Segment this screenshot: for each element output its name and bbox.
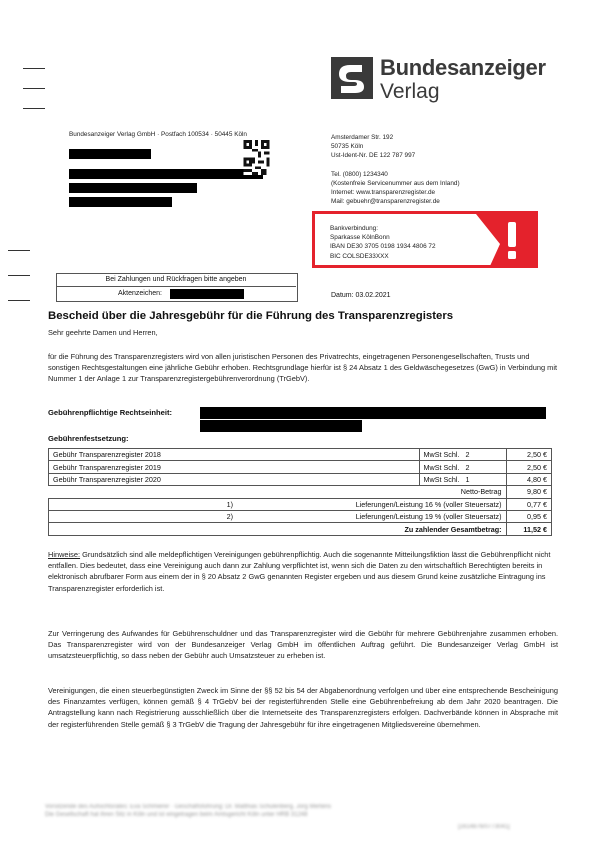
- total-amount: 11,52 €: [506, 523, 551, 535]
- fees-label: Gebührenfestsetzung:: [48, 434, 129, 443]
- hint-text: Grundsätzlich sind alle meldepflichtigen Vereinigungen gebührenpflichtig. Auch die sogenannte Mitteilungsfiktion lässt die Gebührenpflicht nicht entfallen. Dies bedeutet, dass eine Vereinigung auch dann zur Zahlung verpflichtet ist, wenn sich die Daten zu den wirtschaftlich Berechtigten bereits in elektronisch abrufbarer Form aus einem der in § 20 Absatz 2 GwG genannten Register ergeben und aus diesem Grund keine zusätzliche Eintragung ins Transparenzregister erforderlich ist.: [48, 550, 551, 593]
- warning-exclamation-icon: [476, 214, 536, 266]
- fold-mark: [23, 68, 45, 69]
- page-title: Bescheid über die Jahresgebühr für die Führung des Transparenzregisters: [48, 310, 454, 322]
- bank-details: [330, 224, 436, 261]
- paragraph-3: Vereinigungen, die einen steuerbegünstigten Zweck im Sinne der §§ 52 bis 54 der Abgabenordnung verfolgen und über eine entsprechende Bescheinigung des Finanzamtes verfügen, können gemäß § 4 TrGebV bei der registerführenden Stelle eine Gebührenbefreiung ab dem Jahr 2020 beantragen. Die Antragstellung kann nach Registrierung ausschließlich über die Internetseite des Transparenzregisters erfolgen. Dachverbände können in Absprache mit der registerführenden Stelle gemäß § 3 TrGebV die Tragung der Jahresgebühr für ihre eingetragenen Mitgliedsvereine übernehmen.: [48, 686, 558, 729]
- vat-label: MwSt Schl.: [423, 462, 460, 472]
- intro-paragraph: für die Führung des Transparenzregisters wird von allen juristischen Personen des Privatrechts, eingetragenen Personengesellschaften, Trusts und sonstigen Rechtsgestaltungen eine jährliche Gebühr erhoben. Rechtsgrundlage hierfür ist § 24 Absatz 1 des Geldwäschegesetzes (GwG) in Verbindung mit Nummer 1 der Anlage 1 zur Transparenzregistergebührenverordnung (TrGebV).: [48, 352, 558, 384]
- table-row: [49, 461, 552, 473]
- bundesanzeiger-logo-icon: [331, 57, 373, 99]
- redacted-address-line: [69, 197, 172, 207]
- tax-label: Lieferungen/Leistung 19 % (voller Steuersatz): [237, 510, 506, 522]
- redacted-address-line: [69, 169, 263, 179]
- company-info-line: Mail: gebuehr@transparenzregister.de: [331, 198, 440, 206]
- reference-box-header: Bei Zahlungen und Rückfragen bitte angeben: [56, 273, 296, 287]
- bank-line: BIC COLSDE33XXX: [330, 252, 389, 260]
- net-label: Netto-Betrag: [460, 487, 502, 497]
- payer-label: Gebührenpflichtige Rechtseinheit:: [48, 408, 173, 417]
- tax-number: 1): [49, 498, 238, 510]
- fold-mark: [8, 250, 30, 251]
- fold-mark: [8, 300, 30, 301]
- total-label: Zu zahlender Gesamtbetrag:: [49, 523, 507, 535]
- redacted-address-line: [69, 149, 151, 159]
- tax-label: Lieferungen/Leistung 16 % (voller Steuersatz): [237, 498, 506, 510]
- qr-code-icon: [243, 140, 270, 175]
- company-info-line: Internet: www.transparenzregister.de: [331, 189, 436, 197]
- net-amount: 9,80 €: [506, 486, 551, 498]
- brand-name: Bundesanzeiger: [380, 55, 546, 80]
- company-info: [331, 133, 460, 207]
- fold-mark: [23, 108, 45, 109]
- vat-key-value: 2: [465, 450, 470, 460]
- table-row: [49, 510, 552, 522]
- vat-key-value: 2: [465, 462, 470, 472]
- tax-amount: 0,77 €: [506, 498, 551, 510]
- fee-label: Gebühr Transparenzregister 2018: [49, 449, 420, 461]
- footer-line: Die Gesellschaft hat ihren Sitz in Köln und ist eingetragen beim Amtsgericht Köln unter HRB 31248: [45, 812, 308, 818]
- bank-line: IBAN DE30 3705 0198 1934 4806 72: [330, 243, 436, 251]
- vat-key-value: 1: [465, 474, 470, 484]
- table-row: [49, 523, 552, 535]
- sender-line: Bundesanzeiger Verlag GmbH · Postfach 100534 · 50445 Köln: [69, 131, 247, 138]
- redacted-payer-name: [200, 420, 362, 432]
- bank-line: Bankverbindung:: [330, 225, 378, 232]
- hint-paragraph: [48, 549, 558, 594]
- footer-line: Vorsitzende des Aufsichtsrates: Eva Schmierer · Geschäftsführung: Dr. Matthias Schulenberg, Jörg Mertens: [45, 804, 332, 810]
- footer-text: [45, 803, 331, 819]
- table-row: [49, 486, 552, 498]
- brand-subname: Verlag: [380, 80, 440, 103]
- fee-table: [48, 448, 552, 536]
- fee-amount: 2,50 €: [506, 449, 551, 461]
- company-info-line: Amsterdamer Str. 192: [331, 134, 394, 141]
- document-date: Datum: 03.02.2021: [331, 292, 391, 299]
- fold-mark: [8, 275, 30, 276]
- company-info-line: 50735 Köln: [331, 143, 364, 151]
- footer-reference: [1614876/0773041]: [458, 824, 510, 830]
- company-info-line: Tel. (0800) 1234340: [331, 170, 388, 178]
- vat-key: [419, 449, 506, 461]
- fee-label: Gebühr Transparenzregister 2019: [49, 461, 420, 473]
- table-row: [49, 498, 552, 510]
- fee-amount: 2,50 €: [506, 461, 551, 473]
- company-info-line: (Kostenfreie Servicenummer aus dem Inland): [331, 180, 460, 187]
- paragraph-2: Zur Verringerung des Aufwandes für Gebührenschuldner und das Transparenzregister wird die Gebühr für mehrere Gebührenjahre zusammen erhoben. Das Transparenzregister wird von der Bundesanzeiger Verlag GmbH im öffentlichen Auftrag geführt. Die Bundesanzeiger Verlag GmbH ist umsatzsteuerpflichtig, so dass neben der Gebühr auch Umsatzsteuer zu erheben ist.: [48, 629, 558, 661]
- redacted-payer-name: [200, 407, 546, 419]
- greeting: Sehr geehrte Damen und Herren,: [48, 328, 158, 337]
- tax-amount: 0,95 €: [506, 510, 551, 522]
- vat-key: [419, 461, 506, 473]
- vat-label: MwSt Schl.: [423, 474, 460, 484]
- vat-key: [419, 473, 506, 485]
- company-info-line: Ust-Ident-Nr. DE 122 787 997: [331, 152, 416, 160]
- vat-label: MwSt Schl.: [423, 450, 460, 460]
- redacted-address-line: [69, 183, 197, 193]
- hint-label: Hinweise:: [48, 550, 81, 559]
- table-row: [49, 449, 552, 461]
- fold-mark: [23, 88, 45, 89]
- tax-number: 2): [49, 510, 238, 522]
- fee-amount: 4,80 €: [506, 473, 551, 485]
- table-row: [49, 473, 552, 485]
- bank-line: Sparkasse KölnBonn: [330, 234, 390, 242]
- redacted-file-number: [170, 289, 244, 299]
- file-number-label: Aktenzeichen:: [118, 290, 162, 297]
- fee-label: Gebühr Transparenzregister 2020: [49, 473, 420, 485]
